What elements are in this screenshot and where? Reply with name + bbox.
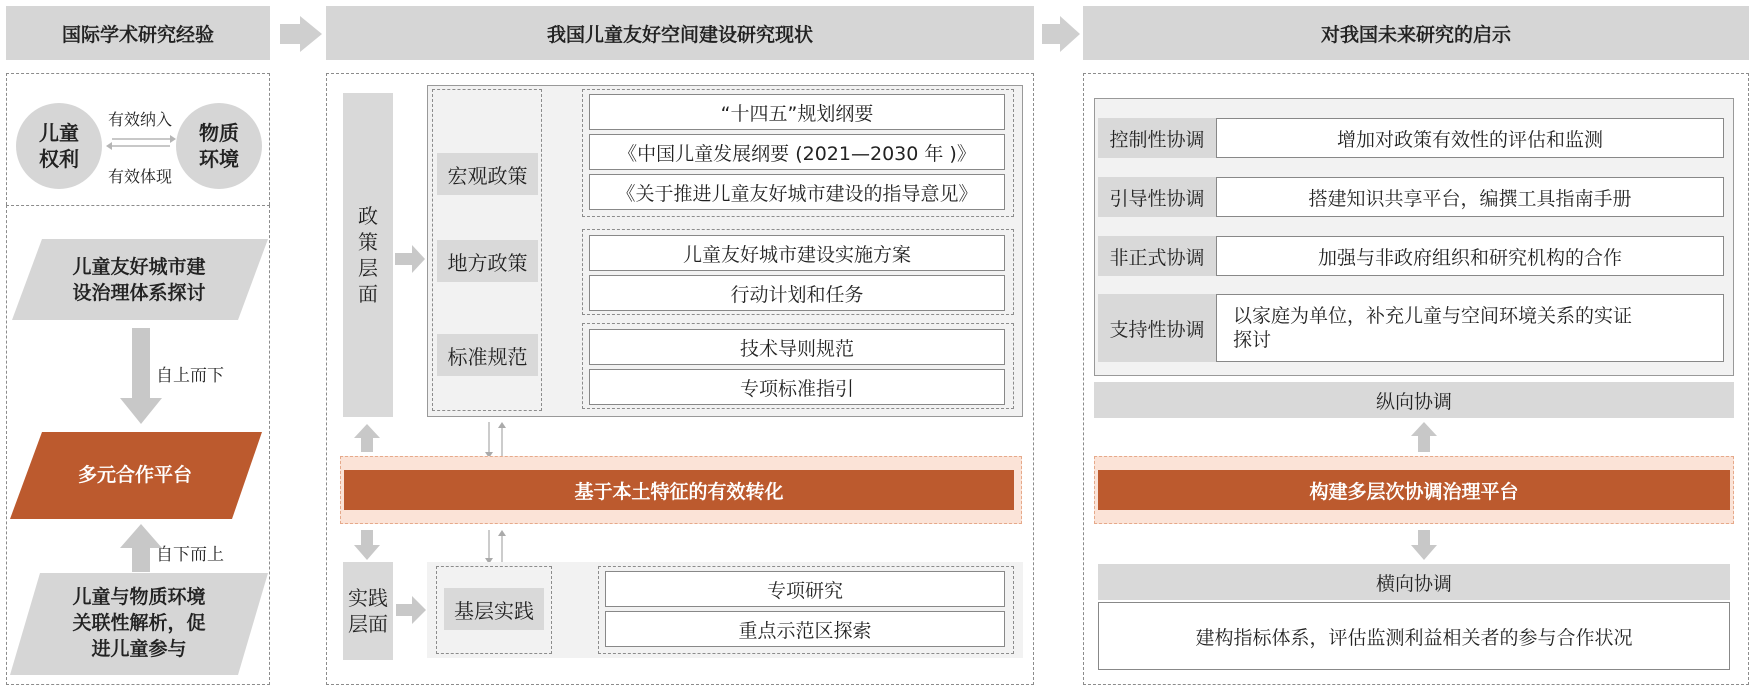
policy-level-box: 政 策 层 面 [343,93,393,417]
coordination-label: 控制性协调 [1098,118,1216,158]
multi-level-platform-bar: 构建多层次协调治理平台 [1098,470,1730,510]
horizontal-coordination-text: 建构指标体系，评估监测利益相关者的参与合作状况 [1098,602,1730,670]
header-middle: 我国儿童友好空间建设研究现状 [326,6,1034,60]
local-item: 行动计划和任务 [589,275,1005,311]
multi-cooperation-platform: 多元合作平台 [77,464,192,486]
practice-level-box: 实践 层面 [343,562,393,660]
local-item: 儿童友好城市建设实施方案 [589,235,1005,271]
coordination-label: 支持性协调 [1098,294,1216,362]
macro-item: “十四五”规划纲要 [589,94,1005,130]
coordination-label: 非正式协调 [1098,236,1216,276]
arrow-label-bottom: 有效体现 [107,167,172,186]
macro-policy-box: 宏观政策 [437,153,538,195]
macro-item: 《中国儿童发展纲要 (2021—2030 年 )》 [589,134,1005,170]
local-transformation-bar: 基于本土特征的有效转化 [344,470,1014,510]
coordination-text: 以家庭为单位，补充儿童与空间环境关系的实证 探讨 [1216,294,1724,362]
header-left: 国际学术研究经验 [6,6,270,60]
grassroots-item: 专项研究 [605,571,1005,607]
child-environment-text: 儿童与物质环境 关联性解析，促 进儿童参与 [72,586,206,660]
standard-box: 标准规范 [437,334,538,376]
coordination-text: 增加对政策有效性的评估和监测 [1216,118,1724,158]
standard-item: 技术导则规范 [589,329,1005,365]
physical-environment-circle: 物质 环境 [176,103,262,189]
grassroots-item: 重点示范区探索 [605,611,1005,647]
governance-system-text: 儿童友好城市建 设治理体系探讨 [72,256,206,304]
child-rights-circle: 儿童 权利 [16,103,102,189]
coordination-text: 搭建知识共享平台，编撰工具指南手册 [1216,177,1724,217]
coordination-label: 引导性协调 [1098,177,1216,217]
coordination-text: 加强与非政府组织和研究机构的合作 [1216,236,1724,276]
macro-item: 《关于推进儿童友好城市建设的指导意见》 [589,174,1005,210]
vertical-coordination: 纵向协调 [1094,382,1734,418]
bottom-up-label: 自下而上 [156,545,224,565]
standard-item: 专项标准指引 [589,369,1005,405]
horizontal-coordination: 横向协调 [1098,564,1730,600]
top-down-label: 自上而下 [156,366,224,386]
grassroots-practice-box: 基层实践 [444,588,544,630]
header-right: 对我国未来研究的启示 [1083,6,1749,60]
arrow-label-top: 有效纳入 [107,110,172,129]
local-policy-box: 地方政策 [437,240,538,282]
